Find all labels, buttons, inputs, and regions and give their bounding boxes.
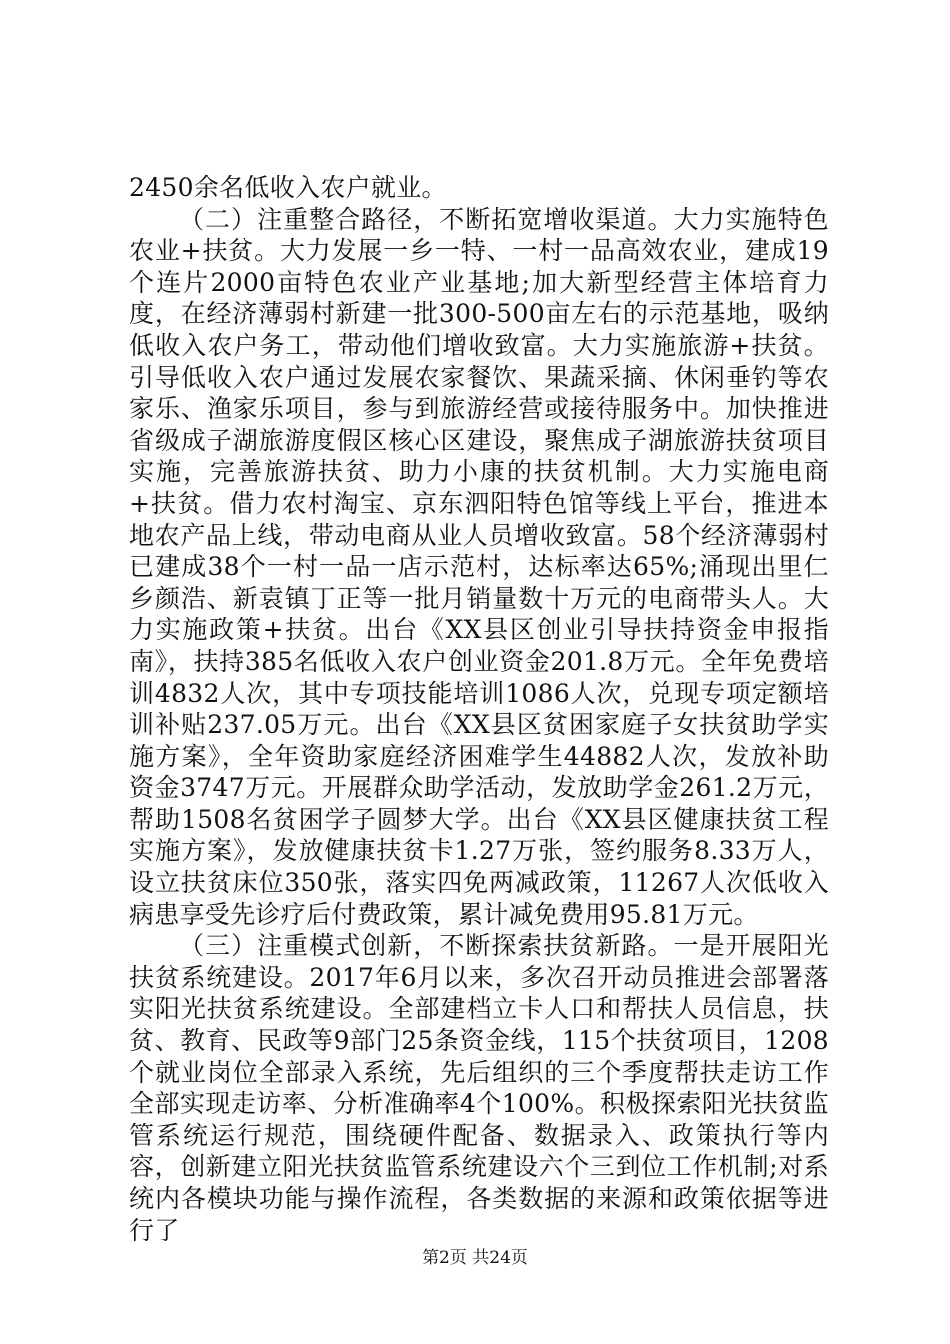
paragraph-continuation: 2450余名低收入农户就业。 xyxy=(129,173,447,202)
paragraph-section-three: （三）注重模式创新，不断探索扶贫新路。一是开展阳光扶贫系统建设。2017年6月以来，多次召开动员推进会部署落实阳光扶贫系统建设。全部建档立卡人口和帮扶人员信息，扶贫、教育、民政等9部门25条资金线，115个扶贫项目，1208个就业岗位全部录入系统，先后组织的三个季度帮扶走访工作全部实现走访率、分析准确率4个100%。积极探索阳光扶贫监管系统运行规范，围绕硬件配备、数据录入、政策执行等内容，创新建立阳光扶贫监管系统建设六个三到位工作机制;对系统内各模块功能与操作流程，各类数据的来源和政策依据等进行了 xyxy=(129,931,829,1245)
paragraph-section-two: （二）注重整合路径，不断拓宽增收渠道。大力实施特色农业+扶贫。大力发展一乡一特、一村一品高效农业，建成19个连片2000亩特色农业产业基地;加大新型经营主体培育力度，在经济薄弱村新建一批300-500亩左右的示范基地，吸纳低收入农户务工，带动他们增收致富。大力实施旅游+扶贫。引导低收入农户通过发展农家餐饮、果蔬采摘、休闲垂钓等农家乐、渔家乐项目，参与到旅游经营或接待服务中。加快推进省级成子湖旅游度假区核心区建设，聚焦成子湖旅游扶贫项目实施，完善旅游扶贫、助力小康的扶贫机制。大力实施电商+扶贫。借力农村淘宝、京东泗阳特色馆等线上平台，推进本地农产品上线，带动电商从业人员增收致富。58个经济薄弱村已建成38个一村一品一店示范村，达标率达65%;涌现出里仁乡颜浩、新袁镇丁正等一批月销量数十万元的电商带头人。大力实施政策+扶贫。出台《XX县区创业引导扶持资金申报指南》，扶持385名低收入农户创业资金201.8万元。全年免费培训4832人次，其中专项技能培训1086人次，兑现专项定额培训补贴237.05万元。出台《XX县区贫困家庭子女扶贫助学实施方案》，全年资助家庭经济困难学生44882人次，发放补助资金3747万元。开展群众助学活动，发放助学金261.2万元，帮助1508名贫困学子圆梦大学。出台《XX县区健康扶贫工程实施方案》，发放健康扶贫卡1.27万张，签约服务8.33万人，设立扶贫床位350张，落实四免两减政策，11267人次低收入病患享受先诊疗后付费政策，累计减免费用95.81万元。 xyxy=(129,204,829,929)
document-body xyxy=(129,172,829,1246)
page-footer: 第2页 共24页 xyxy=(422,1248,528,1268)
